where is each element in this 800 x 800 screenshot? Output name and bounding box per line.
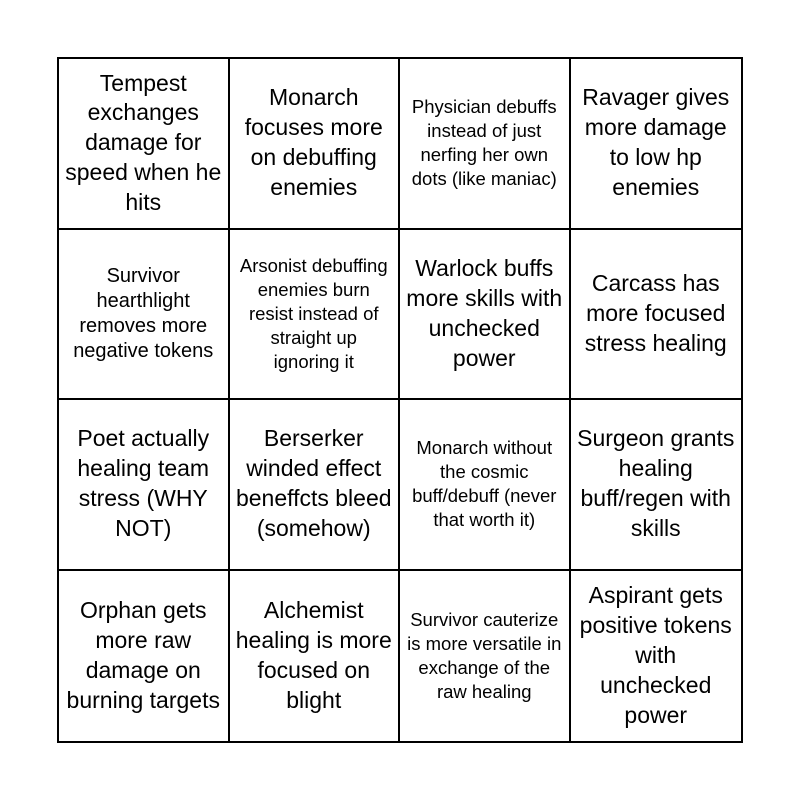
bingo-cell-text: Arsonist debuffing enemies burn resist instead of straight up ignoring it (239, 254, 388, 372)
bingo-cell[interactable] (230, 59, 401, 230)
bingo-cell-text: Survivor hearthlight removes more negative tokens (73, 264, 214, 362)
bingo-cell-text: Ravager gives more damage to low hp enemies (582, 84, 730, 201)
bingo-cell-text: Warlock buffs more skills with unchecked power (406, 254, 563, 371)
bingo-board (57, 57, 743, 743)
bingo-cell[interactable] (571, 230, 742, 401)
bingo-cell-text: Tempest exchanges damage for speed when he hits (65, 69, 222, 216)
bingo-cell[interactable] (571, 59, 742, 230)
bingo-cell-text: Physician debuffs instead of just nerfing her own dots (like maniac) (411, 96, 557, 190)
bingo-cell-text: Alchemist healing is more focused on blight (235, 596, 392, 713)
bingo-cell-text: Orphan gets more raw damage on burning targets (66, 596, 220, 713)
bingo-cell[interactable] (59, 400, 230, 571)
bingo-cell-text: Monarch focuses more on debuffing enemies (244, 84, 383, 201)
bingo-cell[interactable] (230, 400, 401, 571)
bingo-cell[interactable] (59, 59, 230, 230)
bingo-cell[interactable] (400, 230, 571, 401)
bingo-cell[interactable] (571, 571, 742, 742)
bingo-cell[interactable] (59, 230, 230, 401)
bingo-cell-text: Carcass has more focused stress healing (584, 269, 727, 356)
bingo-cell-text: Surgeon grants healing buff/regen with skills (577, 425, 735, 542)
bingo-cell-text: Berserker winded effect beneffcts bleed (somehow) (235, 425, 392, 542)
bingo-cell-text: Survivor cauterize is more versatile in exchange of the raw healing (407, 608, 562, 702)
bingo-cell[interactable] (230, 230, 401, 401)
bingo-cell[interactable] (59, 571, 230, 742)
bingo-cell-text: Poet actually healing team stress (WHY NOT) (77, 425, 210, 542)
bingo-cell[interactable] (400, 59, 571, 230)
bingo-cell[interactable] (230, 571, 401, 742)
bingo-cell[interactable] (571, 400, 742, 571)
bingo-cell[interactable] (400, 571, 571, 742)
bingo-cell-text: Aspirant gets positive tokens with unchecked power (579, 582, 732, 728)
bingo-cell-text: Monarch without the cosmic buff/debuff (never that worth it) (412, 437, 557, 531)
bingo-cell[interactable] (400, 400, 571, 571)
